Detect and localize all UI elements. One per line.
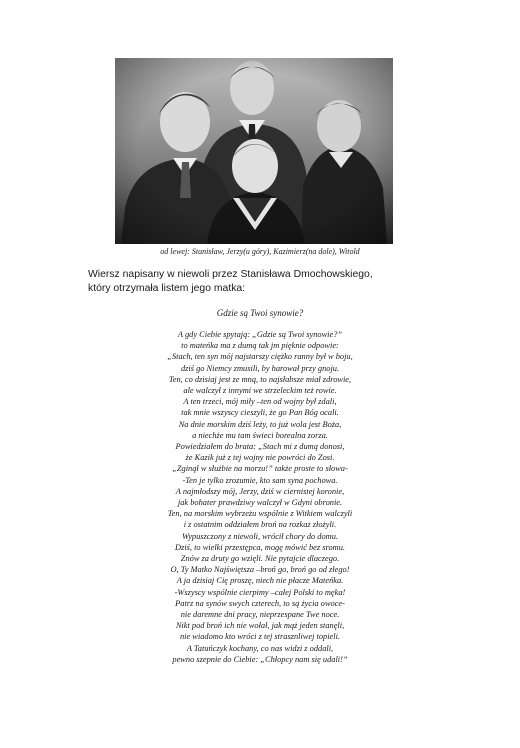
poem-line: i z ostatnim oddziałem broń na rozkaz złożyli.: [183, 520, 337, 530]
intro-paragraph: [88, 268, 428, 295]
poem-line: -Wszyscy wspólnie cierpimy –całej Polski to męka!: [174, 587, 346, 597]
poem-line: „Zginął w służbie na morzu!” także proste to słowa-: [172, 464, 348, 474]
poem-line: to mateńka ma z dumą tak jm pięknie odpowie:: [181, 341, 339, 351]
photo-caption: od lewej: Stanisław, Jerzy(u góry), Kazimierz(na dole), Witold: [160, 247, 360, 256]
poem-line: A najmłodszy mój, Jerzy, dziś w ciernistej koronie,: [175, 486, 345, 496]
family-photograph: [115, 58, 393, 244]
poem-line: Ten, na morskim wybrzeżu wspólnie z Witkiem walczyli: [167, 509, 353, 519]
poem-line: a niechże mu tam świeci borealna zorza.: [192, 430, 328, 440]
poem-line: O, Ty Matko Najświętsza –broń go, broń go od złego!: [170, 565, 350, 575]
poem-line: A ja dzisiaj Cię proszę, niech nie płacze Mateńka.: [176, 576, 344, 586]
poem-line: tak mnie wszyscy cieszyli, że go Pan Bóg ocali.: [181, 408, 339, 418]
poem-line: pewno szepnie do Ciebie: „Chłopcy nam się udali!”: [172, 654, 348, 664]
poem-line: Na dnie morskim dziś leży, to już wola jest Boża,: [178, 419, 342, 429]
poem-body: [0, 329, 520, 665]
poem-title: Gdzie są Twoi synowie?: [216, 308, 304, 318]
poem-line: A ten trzeci, mój miły –ten od wojny był zdali,: [183, 397, 337, 407]
poem-line: ale walczył z innymi we strzeleckim też rowie.: [183, 386, 337, 396]
poem-line: Dziś, to wielki przestępca, mogę mówić bez sromu.: [175, 542, 345, 552]
poem-line: A gdy Ciebie spytają: „Gdzie są Twoi synowie?”: [177, 330, 343, 339]
poem-line: -Ten je tylko zrozumie, kto sam syna pochowa.: [182, 475, 338, 485]
poem-line: że Kazik już z tej wojny nie powróci do Zosi.: [185, 453, 335, 463]
poem-line: Znów za druty go wzięli. Nie pytajcie dlaczego.: [180, 554, 340, 564]
poem-line: nie wiadomo kto wróci z tej strasznliwej topieli.: [179, 632, 341, 642]
poem-line: jak bohater prawdziwy walczył w Gdyni obronie.: [177, 498, 343, 508]
poem-line: Wypuszczony z niewoli, wrócił chory do domu.: [181, 531, 338, 541]
poem-line: nie daremne dni pracy, nieprzespane Twe noce.: [180, 610, 340, 620]
poem-line: Nikt pod broń ich nie wołał, jak mąż jeden stanęli,: [175, 621, 345, 631]
poem-line: Powiedziałem do brata: „Stach mi z dumą donosi,: [175, 442, 345, 452]
intro-line: Wiersz napisany w niewoli przez Stanisława Dmochowskiego,: [88, 269, 373, 280]
poem-line: Patrz na synów swych czterech, to są życia owoce-: [175, 598, 345, 608]
poem-line: „Stach, ten syn mój najstarszy ciężko ranny był w boju,: [167, 352, 353, 362]
poem-line: Ten, co dzisiaj jest ze mną, to najsłabsze miał zdrowie,: [168, 374, 352, 384]
photo-illustration: [115, 58, 393, 244]
poem-line: A Tatuńczyk kochany, co nas widzi z oddali,: [186, 643, 334, 653]
intro-line: który otrzymała listem jego matka:: [88, 282, 246, 294]
poem-line: dziś go Niemcy zmusili, by harował przy gnoju.: [180, 363, 340, 373]
